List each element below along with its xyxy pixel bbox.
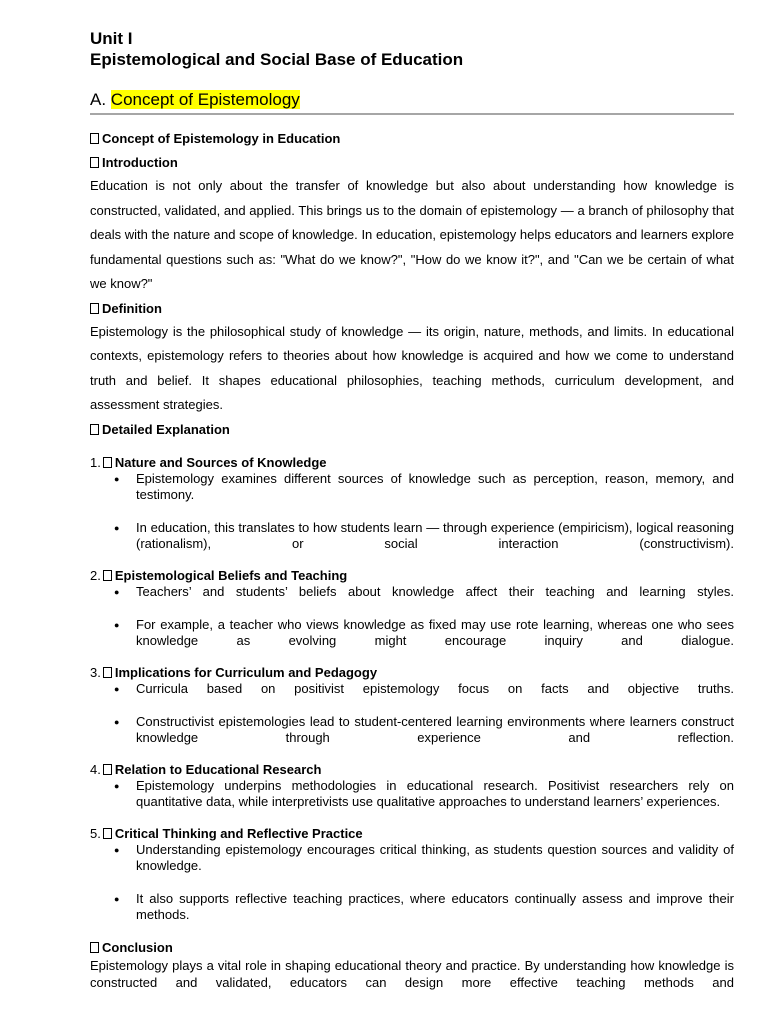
- point-3-bullets: [90, 681, 734, 746]
- missing-glyph-icon: [90, 133, 99, 144]
- missing-glyph-icon: [103, 667, 112, 678]
- introduction-paragraph: Education is not only about the transfer of knowledge but also about understanding how knowledge is constructed, validated, and applied. This brings us to the domain of epistemology — a branch of philosophy that deals with the nature and scope of knowledge. In education, epistemology helps educators and learners explore fundamental questions such as: "What do we know?", "How do we know it?", and "Can we be certain of what we know?": [90, 178, 734, 291]
- subhead-definition: Definition: [90, 301, 734, 317]
- missing-glyph-icon: [90, 303, 99, 314]
- missing-glyph-icon: [90, 424, 99, 435]
- missing-glyph-icon: [103, 764, 112, 775]
- list-item: ● It also supports reflective teaching practices, where educators continually assess and improve their methods.: [90, 891, 734, 923]
- unit-title: Epistemological and Social Base of Education: [90, 50, 464, 69]
- list-item: ● Teachers’ and students’ beliefs about knowledge affect their teaching and learning styles.: [90, 584, 734, 600]
- unit-number: Unit I: [90, 29, 133, 48]
- point-4-bullets: [90, 778, 734, 810]
- list-item: ● Understanding epistemology encourages critical thinking, as students question sources and validity of knowledge.: [90, 842, 734, 874]
- point-2-heading: 2. Epistemological Beliefs and Teaching: [90, 567, 348, 583]
- point-5-bullets: [90, 842, 734, 923]
- section-title-highlighted: Concept of Epistemology: [110, 90, 300, 109]
- list-item: ● Curricula based on positivist epistemology focus on facts and objective truths.: [90, 681, 734, 697]
- list-item: ● For example, a teacher who views knowledge as fixed may use rote learning, whereas one who sees knowledge as evolving might encourage inquiry and dialogue.: [90, 617, 734, 649]
- list-item: ● Epistemology underpins methodologies in educational research. Positivist researchers rely on quantitative data, while interpretivists use qualitative approaches to understand learners’ experiences.: [90, 778, 734, 810]
- list-item: ● Epistemology examines different sources of knowledge such as perception, reason, memory, and testimony.: [90, 471, 734, 503]
- point-5-heading: 5. Critical Thinking and Reflective Practice: [90, 825, 363, 841]
- subhead-introduction: Introduction: [90, 155, 734, 171]
- point-3-heading: 3. Implications for Curriculum and Pedagogy: [90, 664, 378, 680]
- point-1-bullets: [90, 471, 734, 552]
- missing-glyph-icon: [103, 828, 112, 839]
- missing-glyph-icon: [90, 942, 99, 953]
- definition-paragraph: Epistemology is the philosophical study of knowledge — its origin, nature, methods, and limits. In educational contexts, epistemology refers to theories about how knowledge is acquired and how we come to understand truth and belief. It shapes educational philosophies, teaching methods, curriculum development, and assessment strategies.: [90, 323, 734, 412]
- point-1-heading: 1. Nature and Sources of Knowledge: [90, 454, 327, 470]
- subhead-conclusion: Conclusion: [90, 940, 734, 956]
- list-item: ● In education, this translates to how students learn — through experience (empiricism), logical reasoning (rationalism), or social interaction (constructivism).: [90, 520, 734, 552]
- conclusion-paragraph: Epistemology plays a vital role in shaping educational theory and practice. By understanding how knowledge is constructed and validated, educators can design more effective teaching methods and: [90, 957, 734, 990]
- section-prefix: A.: [90, 90, 107, 109]
- subhead-detailed-explanation: Detailed Explanation: [90, 422, 734, 438]
- missing-glyph-icon: [90, 157, 99, 168]
- point-2-bullets: [90, 584, 734, 649]
- list-item: ● Constructivist epistemologies lead to student-centered learning environments where learners construct knowledge through experience and reflection.: [90, 714, 734, 746]
- missing-glyph-icon: [103, 570, 112, 581]
- point-4-heading: 4. Relation to Educational Research: [90, 761, 322, 777]
- subhead-concept: Concept of Epistemology in Education: [90, 131, 734, 147]
- missing-glyph-icon: [103, 457, 112, 468]
- section-heading: [90, 89, 734, 115]
